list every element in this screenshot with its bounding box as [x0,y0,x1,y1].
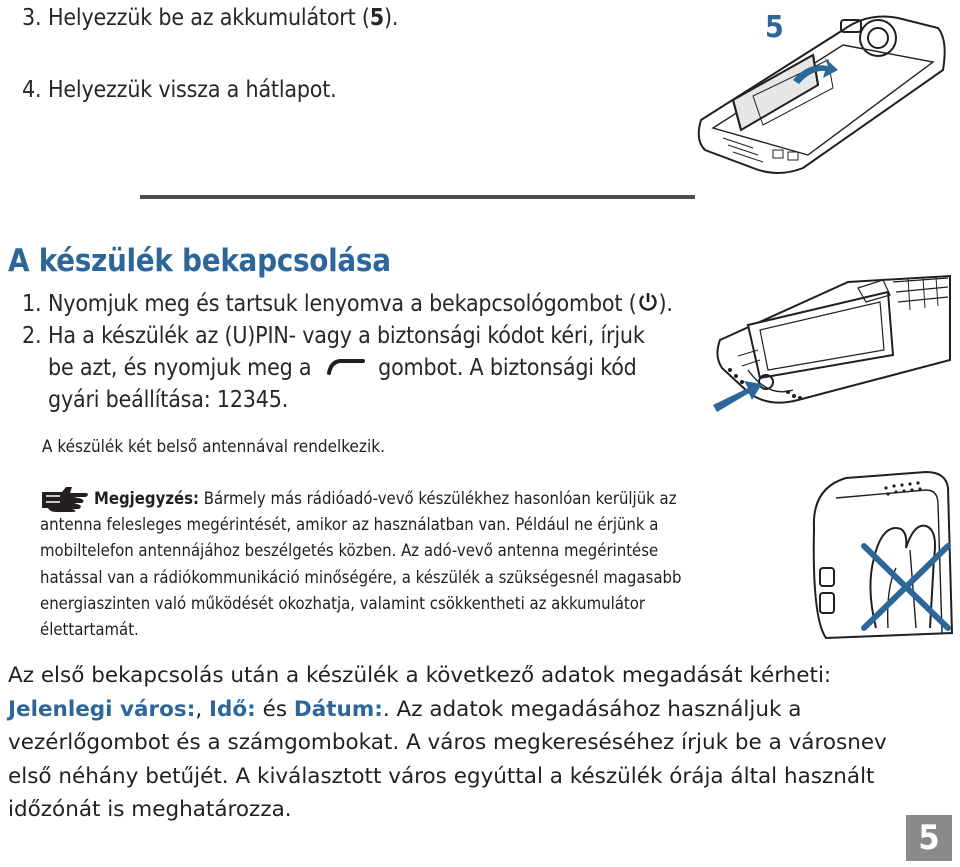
softkey-icon [326,351,366,387]
step-number: 2. [22,323,42,349]
phone-back-drawing [693,0,955,175]
page-number: 5 [906,815,952,861]
step-text-end: ). [383,5,399,31]
step-number: 3. [22,5,42,31]
note-line-3: mobiltelefon antennájához beszélgetés közben. Az adó-vevő antenna megérintése [40,541,659,561]
first-startup-paragraph [8,659,908,827]
step-2-line-3 [48,382,288,418]
step-3 [22,0,398,36]
para-line-3: vezérlőgombot és a számgombokat. A város megkereséséhez írjuk be a városnev [8,730,887,755]
battery-insert-illustration [693,0,955,175]
step-text: gyári beállítása: 12345. [48,387,289,413]
time-field-label: Idő: [209,696,256,722]
step-number: 1. [22,291,42,317]
power-button-illustration [708,270,953,415]
phone-top-drawing [708,270,953,415]
city-field-label: Jelenlegi város: [8,696,196,722]
note-label: Megjegyzés: [94,489,200,508]
note-line-2: antenna felesleges megérintését, amikor az használatban van. Például ne érjünk a [40,515,659,535]
step-bold: 5 [369,5,384,31]
step-2 [22,318,645,354]
para-text: és [255,696,294,722]
antenna-info: A készülék két belső antennával rendelkezik. [42,437,385,457]
note-line-4: hatással van a rádiókommunikáció minőségére, a készülék a szükségesnél magasabb [40,567,682,587]
para-line-2 [8,693,908,727]
para-line-5: időzónát is meghatározza. [8,797,292,822]
para-text: . Az adatok megadásához használjuk a [382,696,802,722]
figure-label: 5 [765,10,784,45]
note-text: Bármely más rádióadó-vevő készülékhez hasonlóan kerüljük az [203,489,677,508]
date-field-label: Dátum: [293,696,383,722]
step-text: Ha a készülék az (U)PIN- vagy a biztonsági kódot kéri, írjuk [48,323,645,349]
section-divider [140,195,695,199]
step-text: be azt, és nyomjuk meg a [48,355,312,381]
antenna-warning-illustration [806,468,956,643]
step-4 [22,72,337,108]
para-text: , [195,696,209,722]
hand-on-phone-drawing [806,468,956,643]
step-text: gombot. A biztonsági kód [378,355,637,381]
para-line-4: első néhány betűjét. A kiválasztott város egyúttal a készülék órája által használt [8,763,875,789]
step-text: Helyezzük vissza a hátlapot. [48,77,337,103]
note-block [40,486,800,643]
note-line-6: élettartamát. [40,620,139,640]
note-line-5: energiaszinten való működését okozhatja, valamint csökkentheti az akkumulátor [40,593,645,613]
step-text: Helyezzük be az akkumulátort ( [48,5,370,31]
note-line-1 [40,486,800,512]
step-number: 4. [22,77,42,103]
section-heading: A készülék bekapcsolása [8,243,391,279]
step-text: Nyomjuk meg és tartsuk lenyomva a bekapcsológombot ( [48,291,637,317]
para-line-1: Az első bekapcsolás után a készülék a következő adatok megadását kérheti: [8,663,832,688]
step-text-end: ). [658,291,673,317]
